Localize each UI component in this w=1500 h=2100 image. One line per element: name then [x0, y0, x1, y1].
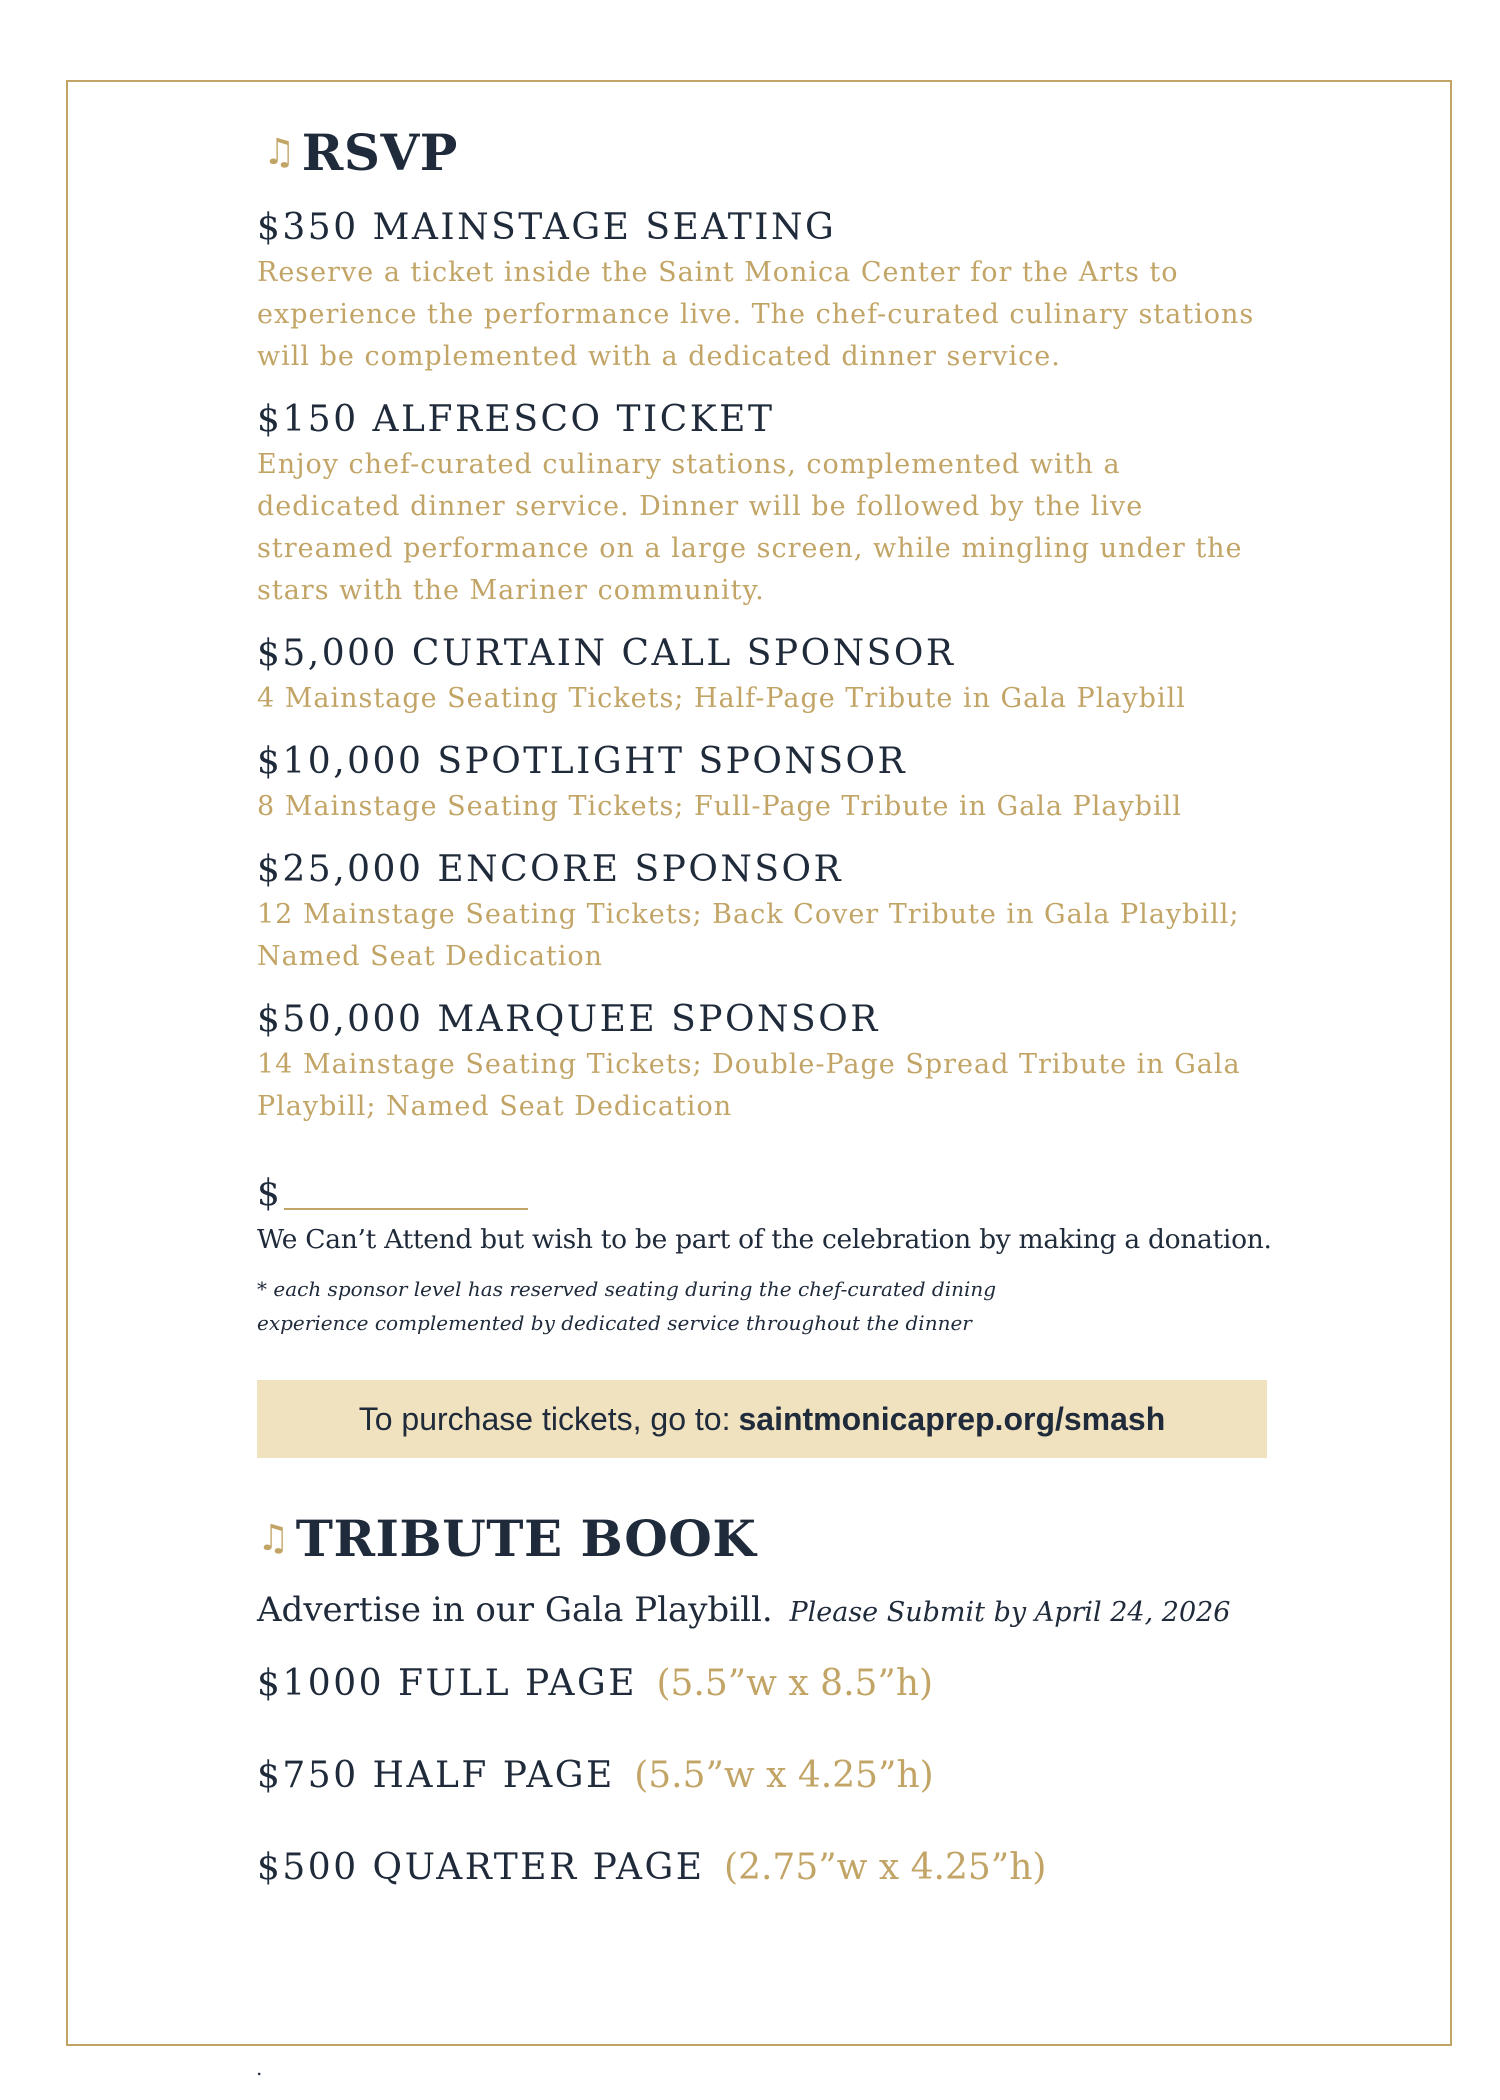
tier-marquee [257, 998, 1297, 1128]
tier-description: Reserve a ticket inside the Saint Monica Center for the Arts to experience the performance live. The chef-curated culinary stations will be complemented with a dedicated dinner service. [257, 257, 1255, 372]
tier-description: 8 Mainstage Seating Tickets; Full-Page Tribute in Gala Playbill [257, 791, 1182, 822]
ad-tier-half-page [257, 1751, 1297, 1801]
ad-size: (5.5”w x 8.5”h) [656, 1663, 934, 1704]
tier-alfresco [257, 398, 1297, 612]
ad-list [257, 1659, 1297, 1893]
tier-title: $50,000 MARQUEE SPONSOR [257, 999, 880, 1040]
tier-curtain-call [257, 632, 1297, 720]
tier-title: $25,000 ENCORE SPONSOR [257, 849, 844, 890]
ad-title: $750 HALF PAGE [257, 1755, 615, 1796]
rsvp-heading [263, 120, 1297, 186]
page-content [257, 120, 1297, 1893]
tier-description: 12 Mainstage Seating Tickets; Back Cover Tribute in Gala Playbill; Named Seat Dedication [257, 899, 1240, 972]
tribute-deadline: Please Submit by April 24, 2026 [789, 1597, 1231, 1628]
purchase-link[interactable]: saintmonicaprep.org/smash [738, 1400, 1166, 1437]
donation-text: We Can’t Attend but wish to be part of the celebration by making a donation. [257, 1224, 1272, 1255]
purchase-prefix: To purchase tickets, go to: [358, 1400, 731, 1437]
tier-encore [257, 848, 1297, 978]
ad-tier-full-page [257, 1659, 1297, 1709]
music-note-icon: ♫ [257, 1518, 290, 1559]
tier-spotlight [257, 740, 1297, 828]
tribute-subtitle-text: Advertise in our Gala Playbill. [257, 1590, 773, 1630]
ad-size: (5.5”w x 4.25”h) [634, 1755, 934, 1796]
tribute-heading-text: TRIBUTE BOOK [295, 1509, 757, 1568]
music-note-icon: ♫ [263, 132, 296, 173]
tier-description: Enjoy chef-curated culinary stations, complemented with a dedicated dinner service. Dinner will be followed by the live streamed performance on a large screen, while mingling under the stars with the Mariner community. [257, 449, 1243, 606]
ad-tier-quarter-page [257, 1843, 1297, 1893]
donation-amount-field[interactable] [257, 1172, 1297, 1216]
tier-description: 14 Mainstage Seating Tickets; Double-Page Spread Tribute in Gala Playbill; Named Seat Dedication [257, 1049, 1241, 1122]
purchase-banner [257, 1380, 1267, 1458]
tier-title: $350 MAINSTAGE SEATING [257, 207, 837, 248]
dollar-sign: $ [257, 1173, 280, 1214]
tier-title: $150 ALFRESCO TICKET [257, 399, 775, 440]
sponsor-footnote: * each sponsor level has reserved seating during the chef-curated dining experience complemented by dedicated service throughout the dinner [257, 1277, 997, 1335]
rsvp-heading-text: RSVP [301, 123, 458, 182]
tier-description: 4 Mainstage Seating Tickets; Half-Page Tribute in Gala Playbill [257, 683, 1186, 714]
tier-title: $5,000 CURTAIN CALL SPONSOR [257, 633, 956, 674]
page-marker: . [256, 2056, 263, 2080]
ad-title: $1000 FULL PAGE [257, 1663, 637, 1704]
ad-size: (2.75”w x 4.25”h) [724, 1847, 1047, 1888]
tier-mainstage [257, 206, 1297, 378]
tribute-subtitle [257, 1588, 1297, 1635]
donation-blank-line[interactable] [284, 1178, 528, 1210]
ad-title: $500 QUARTER PAGE [257, 1847, 705, 1888]
tier-title: $10,000 SPOTLIGHT SPONSOR [257, 741, 908, 782]
tribute-heading [257, 1508, 1297, 1570]
